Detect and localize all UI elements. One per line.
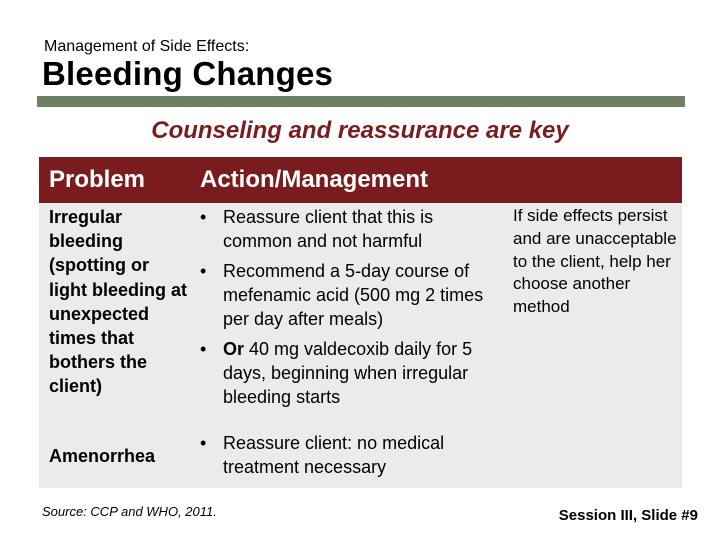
actions-irregular-bleeding xyxy=(199,205,505,409)
table-body xyxy=(39,203,682,488)
slide-title: Bleeding Changes xyxy=(42,55,334,92)
slide-supertitle: Management of Side Effects: xyxy=(44,38,250,55)
slide-heading: Counseling and reassurance are key xyxy=(151,117,569,144)
bullet-icon: • xyxy=(200,339,207,359)
bullet-icon: • xyxy=(200,207,207,227)
source-citation: Source: CCP and WHO, 2011. xyxy=(42,504,217,519)
table-header xyxy=(39,157,682,205)
column-header-problem: Problem xyxy=(49,166,146,193)
problem-irregular-bleeding: Irregular bleeding (spotting or light bleeding at unexpected times that bothers the client) xyxy=(49,207,187,397)
actions-amenorrhea xyxy=(199,431,505,479)
bullet-icon: • xyxy=(200,261,207,281)
action-item: • Reassure client that this is common and not harmful xyxy=(200,207,434,251)
problem-amenorrhea: Amenorrhea xyxy=(49,446,156,466)
action-item: • Reassure client: no medical treatment necessary xyxy=(200,433,445,477)
slide-number: Session III, Slide #9 xyxy=(558,507,698,524)
column-header-action: Action/Management xyxy=(200,166,429,193)
action-item: • Recommend a 5-day course of mefenamic acid (500 mg 2 times per day after meals) xyxy=(200,261,484,329)
side-effects-note: If side effects persist and are unacceptable to the client, help her choose another method xyxy=(513,206,677,317)
bullet-icon: • xyxy=(200,433,207,453)
action-item: • Or 40 mg valdecoxib daily for 5 days, beginning when irregular bleeding starts xyxy=(200,339,473,407)
title-rule xyxy=(37,96,685,107)
